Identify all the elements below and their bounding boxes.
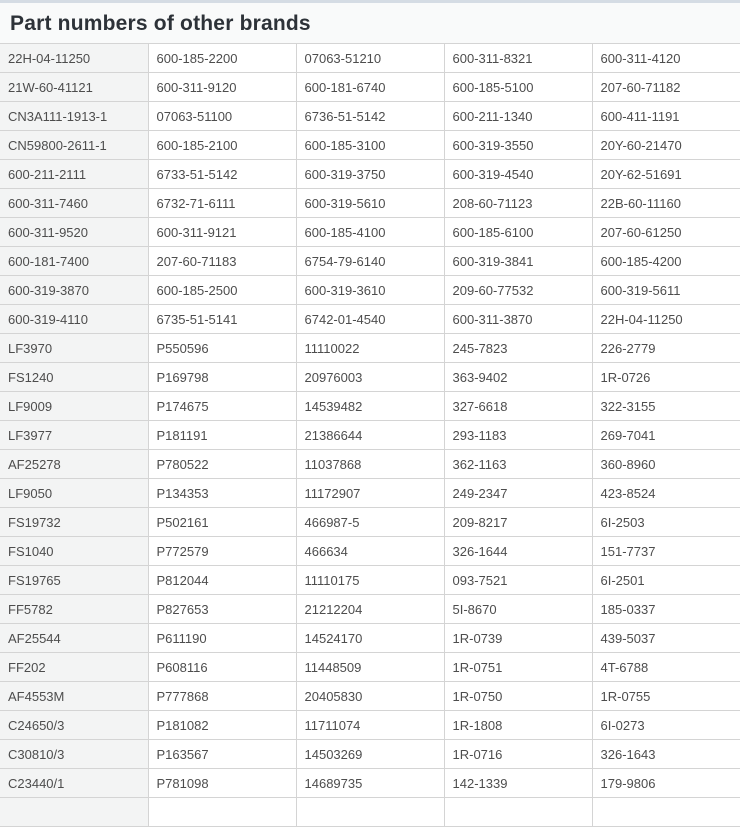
table-row	[0, 566, 740, 595]
part-number-cell: 14503269	[296, 740, 444, 769]
table-row	[0, 73, 740, 102]
part-number-cell: 142-1339	[444, 769, 592, 798]
part-number-cell: 466987-5	[296, 508, 444, 537]
part-number-cell: 1R-0726	[592, 363, 740, 392]
part-number-cell: 6736-51-5142	[296, 102, 444, 131]
part-number-cell: 423-8524	[592, 479, 740, 508]
part-number-cell: C24650/3	[0, 711, 148, 740]
table-row	[0, 218, 740, 247]
part-number-cell: 600-185-2500	[148, 276, 296, 305]
part-number-cell: 360-8960	[592, 450, 740, 479]
part-number-cell: 209-8217	[444, 508, 592, 537]
part-number-cell	[0, 798, 148, 827]
table-row	[0, 537, 740, 566]
part-number-cell: 1R-0739	[444, 624, 592, 653]
part-number-cell: 226-2779	[592, 334, 740, 363]
part-number-cell: 6742-01-4540	[296, 305, 444, 334]
part-number-cell: P777868	[148, 682, 296, 711]
part-number-cell: 600-185-4100	[296, 218, 444, 247]
part-number-cell: P181082	[148, 711, 296, 740]
part-number-cell: FF202	[0, 653, 148, 682]
part-number-cell: 22H-04-11250	[0, 44, 148, 73]
part-number-cell: 600-311-8321	[444, 44, 592, 73]
part-number-cell: 600-319-3610	[296, 276, 444, 305]
part-number-cell: 600-311-7460	[0, 189, 148, 218]
table-row	[0, 247, 740, 276]
part-number-cell: 439-5037	[592, 624, 740, 653]
part-number-cell: AF25544	[0, 624, 148, 653]
table-row	[0, 334, 740, 363]
table-row	[0, 305, 740, 334]
part-number-cell: 6733-51-5142	[148, 160, 296, 189]
part-number-cell: P181191	[148, 421, 296, 450]
part-number-cell: P781098	[148, 769, 296, 798]
part-number-cell: CN3A111-1913-1	[0, 102, 148, 131]
part-number-cell: 600-311-9520	[0, 218, 148, 247]
part-number-cell: 326-1643	[592, 740, 740, 769]
part-number-cell: 20Y-62-51691	[592, 160, 740, 189]
part-number-cell: 322-3155	[592, 392, 740, 421]
part-number-cell: 600-319-4540	[444, 160, 592, 189]
part-number-cell: 209-60-77532	[444, 276, 592, 305]
part-number-cell: 363-9402	[444, 363, 592, 392]
part-number-cell: LF3970	[0, 334, 148, 363]
part-number-cell: 1R-0716	[444, 740, 592, 769]
part-number-cell: 14539482	[296, 392, 444, 421]
table-row	[0, 479, 740, 508]
part-number-cell: 600-319-3870	[0, 276, 148, 305]
part-number-cell: P780522	[148, 450, 296, 479]
part-number-cell: 293-1183	[444, 421, 592, 450]
part-number-cell: FS1040	[0, 537, 148, 566]
part-number-cell: 600-311-9120	[148, 73, 296, 102]
part-number-cell: 151-7737	[592, 537, 740, 566]
part-number-cell: 21W-60-41121	[0, 73, 148, 102]
part-number-cell: 600-185-5100	[444, 73, 592, 102]
part-number-cell: 600-311-4120	[592, 44, 740, 73]
part-number-cell: 5I-8670	[444, 595, 592, 624]
part-number-cell: 208-60-71123	[444, 189, 592, 218]
table-row	[0, 102, 740, 131]
part-number-cell: 1R-1808	[444, 711, 592, 740]
table-row	[0, 44, 740, 73]
part-number-cell: 11110022	[296, 334, 444, 363]
parts-table-body	[0, 44, 740, 827]
part-number-cell: 20405830	[296, 682, 444, 711]
part-number-cell: 600-185-2200	[148, 44, 296, 73]
part-number-cell: 6I-2503	[592, 508, 740, 537]
part-number-cell: 245-7823	[444, 334, 592, 363]
part-number-cell: 21386644	[296, 421, 444, 450]
table-row	[0, 740, 740, 769]
part-number-cell: 11172907	[296, 479, 444, 508]
table-row	[0, 682, 740, 711]
part-number-cell: 269-7041	[592, 421, 740, 450]
part-number-cell: AF25278	[0, 450, 148, 479]
part-number-cell: 466634	[296, 537, 444, 566]
part-number-cell: 21212204	[296, 595, 444, 624]
part-number-cell: AF4553M	[0, 682, 148, 711]
part-number-cell: P169798	[148, 363, 296, 392]
part-number-cell: 11110175	[296, 566, 444, 595]
part-number-cell: FF5782	[0, 595, 148, 624]
part-number-cell	[148, 798, 296, 827]
part-number-cell: 600-211-1340	[444, 102, 592, 131]
table-row	[0, 392, 740, 421]
part-number-cell: 179-9806	[592, 769, 740, 798]
part-number-cell: 600-319-3750	[296, 160, 444, 189]
part-number-cell: 600-185-3100	[296, 131, 444, 160]
part-number-cell	[444, 798, 592, 827]
part-number-cell: CN59800-2611-1	[0, 131, 148, 160]
part-number-cell: 6I-2501	[592, 566, 740, 595]
table-row	[0, 624, 740, 653]
part-number-cell: 1R-0750	[444, 682, 592, 711]
part-number-cell: LF9050	[0, 479, 148, 508]
part-number-cell: 600-211-2111	[0, 160, 148, 189]
part-number-cell: 600-185-6100	[444, 218, 592, 247]
part-number-cell: 6735-51-5141	[148, 305, 296, 334]
part-number-cell: P827653	[148, 595, 296, 624]
part-number-cell: 6I-0273	[592, 711, 740, 740]
part-number-cell: 600-411-1191	[592, 102, 740, 131]
table-row	[0, 711, 740, 740]
part-number-cell	[592, 798, 740, 827]
part-number-cell: 07063-51100	[148, 102, 296, 131]
part-number-cell: P550596	[148, 334, 296, 363]
part-number-cell: 093-7521	[444, 566, 592, 595]
part-number-cell: 600-319-5611	[592, 276, 740, 305]
part-number-cell: 14689735	[296, 769, 444, 798]
part-number-cell: 207-60-71183	[148, 247, 296, 276]
part-number-cell: 249-2347	[444, 479, 592, 508]
part-number-cell: 600-319-4110	[0, 305, 148, 334]
page-title: Part numbers of other brands	[10, 12, 311, 35]
table-row	[0, 421, 740, 450]
part-number-cell: 22B-60-11160	[592, 189, 740, 218]
table-row	[0, 798, 740, 827]
part-number-cell	[296, 798, 444, 827]
part-number-cell: P608116	[148, 653, 296, 682]
part-number-cell: 207-60-71182	[592, 73, 740, 102]
part-number-cell: P611190	[148, 624, 296, 653]
part-number-cell: 327-6618	[444, 392, 592, 421]
part-number-cell: 600-311-9121	[148, 218, 296, 247]
table-row	[0, 653, 740, 682]
section-header	[0, 3, 740, 43]
part-number-cell: 362-1163	[444, 450, 592, 479]
part-number-cell: LF9009	[0, 392, 148, 421]
table-row	[0, 595, 740, 624]
part-number-cell: 1R-0755	[592, 682, 740, 711]
part-number-cell: 600-181-7400	[0, 247, 148, 276]
part-number-cell: 1R-0751	[444, 653, 592, 682]
part-number-cell: P812044	[148, 566, 296, 595]
table-row	[0, 189, 740, 218]
part-number-cell: P502161	[148, 508, 296, 537]
part-number-cell: LF3977	[0, 421, 148, 450]
table-row	[0, 450, 740, 479]
part-number-cell: 6732-71-6111	[148, 189, 296, 218]
part-number-cell: 4T-6788	[592, 653, 740, 682]
part-number-cell: 20976003	[296, 363, 444, 392]
part-number-cell: P174675	[148, 392, 296, 421]
part-number-cell: 11448509	[296, 653, 444, 682]
table-row	[0, 131, 740, 160]
part-number-cell: 600-319-5610	[296, 189, 444, 218]
part-number-cell: 185-0337	[592, 595, 740, 624]
part-number-cell: 326-1644	[444, 537, 592, 566]
part-number-cell: FS1240	[0, 363, 148, 392]
part-number-cell: 600-311-3870	[444, 305, 592, 334]
part-number-cell: 22H-04-11250	[592, 305, 740, 334]
table-row	[0, 363, 740, 392]
part-number-cell: FS19765	[0, 566, 148, 595]
part-numbers-table	[0, 43, 740, 827]
part-number-cell: FS19732	[0, 508, 148, 537]
table-row	[0, 276, 740, 305]
part-number-cell: 600-181-6740	[296, 73, 444, 102]
part-number-cell: 600-319-3841	[444, 247, 592, 276]
part-number-cell: P134353	[148, 479, 296, 508]
part-number-cell: 207-60-61250	[592, 218, 740, 247]
table-row	[0, 160, 740, 189]
part-number-cell: 600-185-2100	[148, 131, 296, 160]
part-number-cell: P772579	[148, 537, 296, 566]
part-number-cell: P163567	[148, 740, 296, 769]
part-number-cell: C23440/1	[0, 769, 148, 798]
table-row	[0, 769, 740, 798]
part-number-cell: 20Y-60-21470	[592, 131, 740, 160]
part-number-cell: 600-185-4200	[592, 247, 740, 276]
part-number-cell: 6754-79-6140	[296, 247, 444, 276]
table-row	[0, 508, 740, 537]
part-number-cell: 07063-51210	[296, 44, 444, 73]
part-number-cell: 14524170	[296, 624, 444, 653]
part-number-cell: 600-319-3550	[444, 131, 592, 160]
part-number-cell: 11711074	[296, 711, 444, 740]
part-number-cell: C30810/3	[0, 740, 148, 769]
part-number-cell: 11037868	[296, 450, 444, 479]
